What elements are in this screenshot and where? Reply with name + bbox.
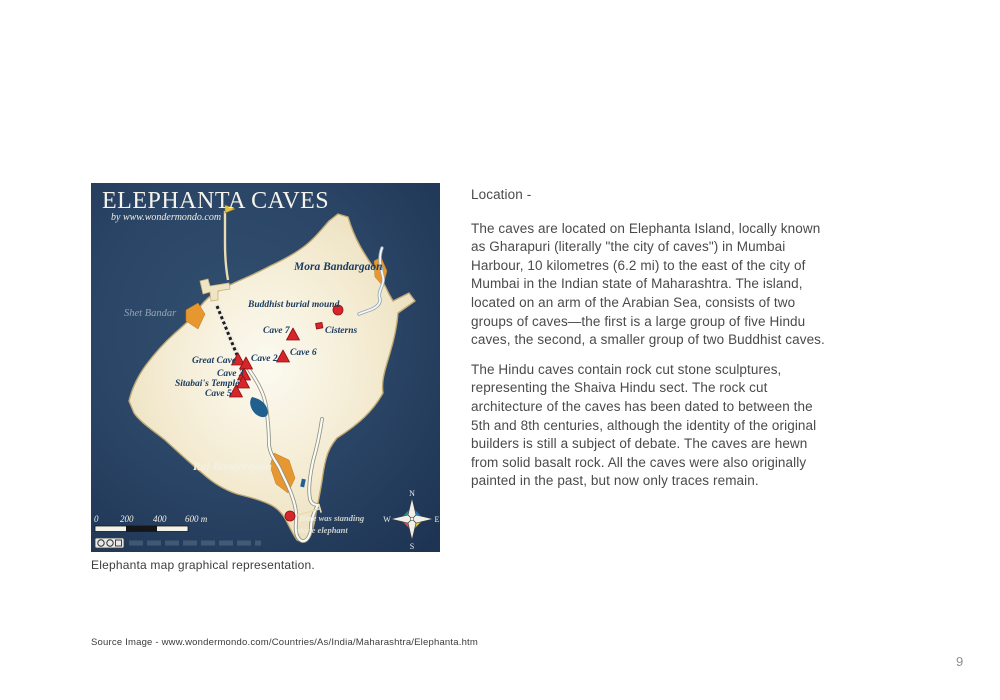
paragraph-cave-history: The Hindu caves contain rock cut stone sculptures, representing the Shaiva Hindu sect. The rock cut architecture of the caves has been dated to between the 5th and 8th centuries, although the identity of the original builders is still a subject of debate. The caves are hewn from solid basalt rock. All the caves were also originally painted in the past, but now only traces remain. [471,361,817,489]
cc-badge-icon [95,538,124,548]
elephanta-map-image [91,183,440,552]
scale-tick-400: 400 [153,514,167,524]
label-sitabai-temple: Sitabai's Temple [175,379,240,389]
paragraph-location: The caves are located on Elephanta Island, locally known as Gharapuri (literally "the city of caves") in Mumbai Harbour, 10 kilometres (6.2 mi) to the east of the city of Mumbai in the Indian state of Maharashtra. The island, located on an arm of the Arabian Sea, consists of two groups of caves—the first is a large group of five Hindu caves, the second, a smaller group of two Buddhist caves. [471,220,825,348]
compass-n: N [409,489,415,498]
scale-tick-200: 200 [120,514,134,524]
scale-tick-600: 600 m [185,514,208,524]
article-text-block [471,186,828,491]
label-cave-6: Cave 6 [290,348,317,358]
map-subtitle: by www.wondermondo.com [111,212,222,223]
page-number: 9 [956,654,964,669]
section-heading: Location - [471,187,532,202]
compass-w: W [383,515,391,524]
source-attribution: Source Image - www.wondermondo.com/Countries/As/India/Maharashtra/Elephanta.htm [91,637,479,648]
compass-s: S [409,542,415,551]
label-cave-7: Cave 7 [263,326,290,336]
scale-bar-mid-segment [126,526,157,532]
scale-tick-0: 0 [94,514,99,524]
map-title: ELEPHANTA CAVES [102,188,330,214]
label-stone-elephant-line1: Here was standing [299,513,365,523]
label-buddhist-burial-mound: Buddhist burial mound [248,300,340,310]
label-great-cave: Great Cave [192,356,237,366]
label-cave-2: Cave 2 [251,354,278,364]
label-mora-bandargaon: Mora Bandargaon [294,261,383,273]
label-shet-bandar: Shet Bandar [124,308,177,319]
map-caption: Elephanta map graphical representation. [91,558,315,572]
marker-cisterns [316,322,323,329]
label-cave-3: Cave 3 [217,369,244,379]
elephanta-map-figure [91,183,440,552]
compass-e: E [434,515,440,524]
label-cave-5: Cave 5 [205,389,232,399]
label-stone-elephant-line2: stone elephant [297,525,348,535]
marker-stone-elephant [285,511,295,521]
label-raj-bandargaon: Raj Bandargaon [193,461,272,473]
label-cisterns: Cisterns [325,326,358,336]
